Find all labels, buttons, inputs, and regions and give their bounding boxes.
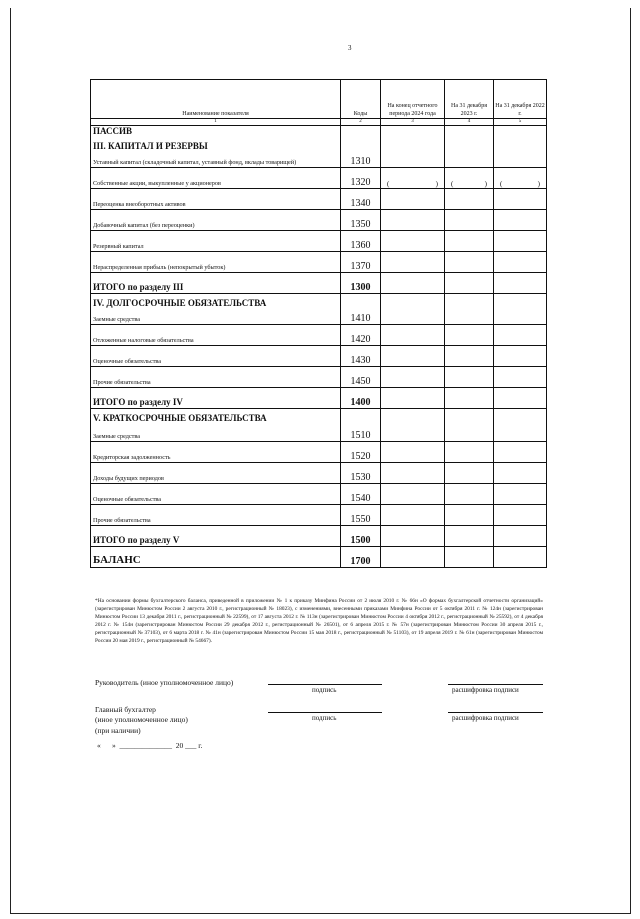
paren-open: ( (451, 180, 454, 188)
paren-open: ( (387, 180, 390, 188)
header-name: Наименование показателя (91, 80, 341, 119)
value-cell (445, 547, 494, 568)
chief-signature-line (268, 712, 382, 713)
row-code: 1350 (341, 210, 381, 231)
section-title-passiv: ПАССИВ (93, 126, 133, 136)
table-row (91, 505, 547, 526)
table-row (91, 168, 547, 189)
row-name: Прочие обязательства (93, 379, 151, 386)
balance-row (91, 547, 547, 568)
row-name: Заемные средства (93, 316, 140, 323)
value-cell (381, 367, 445, 388)
value-cell (494, 346, 547, 367)
row-code: 1320 (341, 168, 381, 189)
value-cell (381, 168, 445, 189)
value-cell (445, 388, 494, 409)
row-name-cell (91, 189, 341, 210)
value-cell (445, 273, 494, 294)
row-name-cell (91, 547, 341, 568)
value-cell (381, 126, 445, 168)
value-cell (494, 126, 547, 168)
value-cell (381, 346, 445, 367)
total-row (91, 526, 547, 547)
value-cell (445, 168, 494, 189)
value-cell (494, 505, 547, 526)
row-name: Кредиторская задолженность (93, 454, 171, 461)
value-cell (445, 231, 494, 252)
value-cell (381, 409, 445, 442)
row-code: 1700 (341, 547, 381, 568)
row-name-cell (91, 526, 341, 547)
row-name-cell (91, 463, 341, 484)
table-row (91, 126, 547, 168)
row-code: 1300 (341, 273, 381, 294)
head-signature-caption: подпись (312, 686, 337, 694)
value-cell (494, 442, 547, 463)
row-name: Отложенные налоговые обязательства (93, 337, 194, 344)
row-code: 1500 (341, 526, 381, 547)
row-name-cell (91, 346, 341, 367)
row-code: 1550 (341, 505, 381, 526)
value-cell (381, 189, 445, 210)
index-cell: 4 (445, 119, 494, 126)
table-row (91, 210, 547, 231)
row-code: 1520 (341, 442, 381, 463)
row-name: Уставный капитал (складочный капитал, уставный фонд, вклады товарищей) (93, 159, 297, 166)
value-cell (445, 294, 494, 325)
value-cell (381, 210, 445, 231)
table-row (91, 409, 547, 442)
value-cell (494, 547, 547, 568)
value-cell (494, 463, 547, 484)
row-name-cell (91, 484, 341, 505)
total-row (91, 273, 547, 294)
row-name: Собственные акции, выкупленные у акционеров (93, 180, 221, 187)
row-code: 1540 (341, 484, 381, 505)
value-cell (381, 252, 445, 273)
value-cell (445, 409, 494, 442)
row-name: Резервный капитал (93, 243, 144, 250)
paren-close: ) (484, 180, 487, 188)
row-name: Оценочные обязательства (93, 496, 162, 503)
head-signature-line (268, 684, 382, 685)
value-cell (494, 294, 547, 325)
page-number: 3 (348, 44, 352, 52)
row-code: 1370 (341, 252, 381, 273)
value-cell (494, 189, 547, 210)
value-cell (494, 168, 547, 189)
value-cell (445, 442, 494, 463)
row-name: Оценочные обязательства (93, 358, 162, 365)
date-line: « » ______________ 20 ___ г. (97, 741, 203, 750)
row-name-cell (91, 168, 341, 189)
value-cell (381, 463, 445, 484)
row-name-cell (91, 294, 341, 325)
value-cell (381, 273, 445, 294)
row-name-cell (91, 325, 341, 346)
row-name-cell (91, 388, 341, 409)
value-cell (445, 505, 494, 526)
header-col3: На 31 декабря 2022 г. (494, 80, 547, 119)
value-cell (445, 526, 494, 547)
index-cell: 2 (341, 119, 381, 126)
row-code: 1430 (341, 346, 381, 367)
row-name-cell (91, 273, 341, 294)
chief-decoding-caption: расшифровка подписи (452, 714, 519, 722)
value-cell (381, 442, 445, 463)
row-code: 1420 (341, 325, 381, 346)
table-row (91, 484, 547, 505)
row-code: 1410 (341, 294, 381, 325)
value-cell (494, 273, 547, 294)
value-cell (445, 252, 494, 273)
value-cell (445, 325, 494, 346)
value-cell (381, 388, 445, 409)
row-name-cell (91, 126, 341, 168)
value-cell (381, 547, 445, 568)
row-code: 1530 (341, 463, 381, 484)
value-cell (381, 526, 445, 547)
index-row (91, 119, 547, 126)
row-name-cell (91, 442, 341, 463)
value-cell (494, 231, 547, 252)
value-cell (494, 409, 547, 442)
value-cell (494, 252, 547, 273)
table-row (91, 442, 547, 463)
value-cell (494, 388, 547, 409)
row-code: 1510 (341, 409, 381, 442)
table-row (91, 367, 547, 388)
value-cell (494, 210, 547, 231)
value-cell (494, 367, 547, 388)
total-row (91, 388, 547, 409)
row-name: ИТОГО по разделу III (93, 282, 184, 292)
row-code: 1340 (341, 189, 381, 210)
row-code: 1360 (341, 231, 381, 252)
section-title-shortterm: V. КРАТКОСРОЧНЫЕ ОБЯЗАТЕЛЬСТВА (93, 413, 267, 423)
row-name-cell (91, 231, 341, 252)
header-col1: На конец отчетного периода 2024 года (381, 80, 445, 119)
value-cell (445, 367, 494, 388)
chief-label-3: (при наличии) (95, 726, 141, 735)
row-code: 1400 (341, 388, 381, 409)
row-name: ИТОГО по разделу IV (93, 397, 183, 407)
table-row (91, 231, 547, 252)
row-name: Переоценка внеоборотных активов (93, 201, 186, 208)
head-signature-label: Руководитель (иное уполномоченное лицо) (95, 678, 234, 687)
header-code: Коды (341, 80, 381, 119)
row-code: 1450 (341, 367, 381, 388)
table-row (91, 325, 547, 346)
balance-table (90, 79, 547, 568)
row-name-cell (91, 409, 341, 442)
value-cell (381, 294, 445, 325)
row-name-cell (91, 367, 341, 388)
value-cell (445, 126, 494, 168)
value-cell (494, 484, 547, 505)
value-cell (494, 526, 547, 547)
paren-open: ( (500, 180, 503, 188)
table-row (91, 463, 547, 484)
paren-close: ) (435, 180, 438, 188)
row-name: Добавочный капитал (без переоценки) (93, 222, 195, 229)
index-cell: 5 (494, 119, 547, 126)
value-cell (381, 484, 445, 505)
value-cell (445, 189, 494, 210)
row-name: ИТОГО по разделу V (93, 535, 180, 545)
row-name: Прочие обязательства (93, 517, 151, 524)
head-decoding-line (448, 684, 543, 685)
section-title-capital: III. КАПИТАЛ И РЕЗЕРВЫ (93, 141, 208, 151)
value-cell (381, 325, 445, 346)
value-cell (445, 210, 494, 231)
header-row (91, 80, 547, 119)
chief-label-2: (иное уполномоченное лицо) (95, 715, 188, 724)
header-col2: На 31 декабря 2023 г. (445, 80, 494, 119)
footnote: *На основании формы бухгалтерского баланса, приведенной в приложении № 1 к приказу Минфина России от 2 июля 2010 г. № 66н «О формах бухгалтерской отчетности организаций» (зарегистрирован Минюстом России 2 августа 2010 г., регистрационный № 18023), с изменениями, внесенными приказами Минфина России от 5 октября 2011 г. № 124н (зарегистрирован Минюстом России 13 декабря 2011 г., регистрационный № 22599), от 17 августа 2012 г. № 113н (зарегистрирован Минюстом России 4 октября 2012 г., регистрационный № 25592), от 4 декабря 2012 г. № 154н (зарегистрирован Минюстом России 29 декабря 2012 г., регистрационный № 26501), от 6 апреля 2015 г. № 57н (зарегистрирован Минюстом России 30 апреля 2015 г., регистрационный № 37103), от 6 марта 2018 г. № 41н (зарегистрирован Минюстом России 15 мая 2018 г., регистрационный № 51103), от 19 апреля 2019 г. № 61н (зарегистрирован Минюстом России 20 мая 2019 г., регистрационный № 54667). (95, 598, 543, 644)
value-cell (494, 325, 547, 346)
row-name: Заемные средства (93, 433, 140, 440)
section-title-longterm: IV. ДОЛГОСРОЧНЫЕ ОБЯЗАТЕЛЬСТВА (93, 298, 267, 308)
paren-close: ) (537, 180, 540, 188)
chief-signature-caption: подпись (312, 714, 337, 722)
value-cell (445, 484, 494, 505)
value-cell (381, 505, 445, 526)
table-row (91, 346, 547, 367)
row-name: Доходы будущих периодов (93, 475, 164, 482)
value-cell (445, 463, 494, 484)
value-cell (445, 346, 494, 367)
row-name-cell (91, 210, 341, 231)
row-name: Нераспределенная прибыль (непокрытый убыток) (93, 264, 226, 271)
row-code: 1310 (341, 126, 381, 168)
table-row (91, 252, 547, 273)
index-cell: 3 (381, 119, 445, 126)
head-decoding-caption: расшифровка подписи (452, 686, 519, 694)
row-name-cell (91, 505, 341, 526)
row-name: БАЛАНС (93, 554, 141, 566)
table-row (91, 294, 547, 325)
table-row (91, 189, 547, 210)
chief-decoding-line (448, 712, 543, 713)
row-name-cell (91, 252, 341, 273)
index-cell: 1 (91, 119, 341, 126)
value-cell (381, 231, 445, 252)
chief-label-1: Главный бухгалтер (95, 705, 156, 714)
